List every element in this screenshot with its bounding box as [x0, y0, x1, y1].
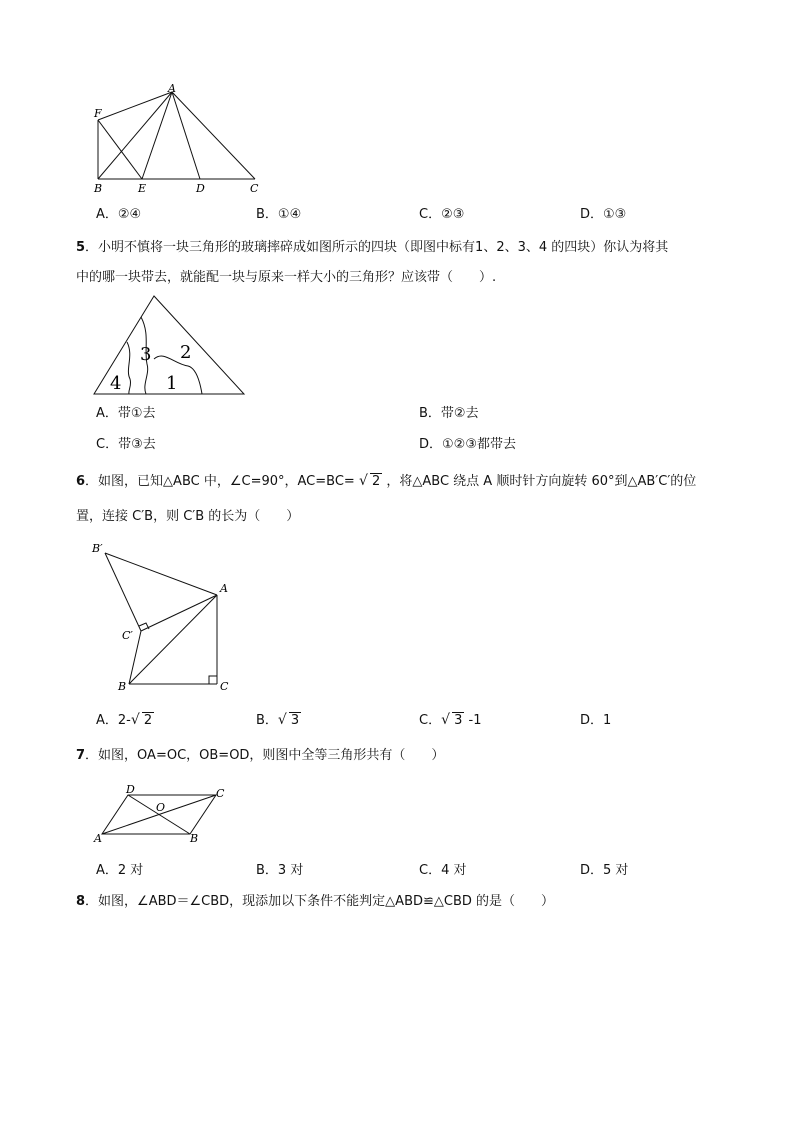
q6-label-c: C	[220, 680, 229, 693]
q7-label-c: C	[216, 787, 225, 800]
q5-option-d[interactable]: D．①②③都带去	[419, 437, 516, 452]
q7-number: 7	[76, 748, 86, 763]
q4-option-a[interactable]: A．②④	[96, 207, 142, 222]
q6-option-b[interactable]: B．√ 3	[256, 711, 301, 731]
q5-figure	[92, 294, 246, 398]
q7-option-c[interactable]: C．4 对	[419, 863, 467, 878]
q6-label-b-prime: B′	[92, 542, 103, 555]
q6-option-a-sqrt: √ 2	[131, 711, 154, 731]
q5-piece-3: 3	[140, 344, 152, 365]
q5-text-line1: ．小明不慎将一块三角形的玻璃摔碎成如图所示的四块（即图中标有1、2、3、4 的四块）你认为将其	[85, 240, 669, 255]
q6-sqrt-2: √ 2	[359, 472, 382, 492]
q5-piece-2: 2	[180, 342, 192, 363]
q7-figure	[90, 784, 240, 846]
q4-label-f: F	[94, 107, 102, 120]
q5-piece-4: 4	[110, 373, 122, 394]
q4-label-a: A	[168, 84, 176, 95]
q6-figure	[88, 538, 248, 698]
q5-number: 5	[76, 240, 86, 255]
q6-option-a[interactable]: A．2-√ 2	[96, 711, 154, 731]
q6-label-a: A	[220, 582, 228, 595]
q6-option-b-sqrt: √ 3	[278, 711, 301, 731]
q5-stem-line2: 中的哪一块带去，就能配一块与原来一样大小的三角形？应该带（ ）.	[76, 270, 497, 285]
q4-label-e: E	[138, 182, 147, 195]
q7-option-a[interactable]: A．2 对	[96, 863, 144, 878]
q7-text-line1: ．如图，OA=OC，OB=OD，则图中全等三角形共有（ ）	[85, 748, 445, 763]
q5-stem-line1	[76, 238, 668, 258]
q7-label-o: O	[156, 801, 166, 814]
q7-label-d: D	[126, 784, 135, 796]
q6-text-line1b: ，将△ABC 绕点 A 顺时针方向旋转 60°到△AB′C′的位	[386, 474, 697, 489]
q5-option-b[interactable]: B．带②去	[419, 406, 479, 421]
q6-text-line1a: ．如图，已知△ABC 中，∠C=90°，AC=BC=	[85, 474, 355, 489]
q4-figure	[90, 84, 270, 196]
q4-label-c: C	[250, 182, 259, 195]
q4-option-b[interactable]: B．①④	[256, 207, 302, 222]
q7-label-b: B	[190, 832, 199, 845]
q4-label-d: D	[196, 182, 205, 195]
q7-option-d[interactable]: D．5 对	[580, 863, 629, 878]
q6-option-d[interactable]: D．1	[580, 713, 612, 728]
q6-label-c-prime: C′	[122, 629, 133, 642]
q8-text-line1: ．如图，∠ABD＝∠CBD，现添加以下条件不能判定△ABD≌△CBD 的是（ ）	[85, 894, 555, 909]
q7-label-a: A	[94, 832, 102, 845]
q6-option-c-sqrt: √ 3	[441, 711, 464, 731]
q8-stem-line1	[76, 892, 554, 912]
q6-stem-line1	[76, 472, 696, 492]
q6-option-c[interactable]: C．√ 3 -1	[419, 711, 481, 731]
q6-label-b: B	[118, 680, 127, 693]
q4-option-c[interactable]: C．②③	[419, 207, 465, 222]
q8-number: 8	[76, 894, 86, 909]
q5-option-c[interactable]: C．带③去	[96, 437, 156, 452]
q5-piece-1: 1	[166, 373, 178, 394]
q5-option-a[interactable]: A．带①去	[96, 406, 156, 421]
q6-stem-line2: 置，连接 C′B，则 C′B 的长为（ ）	[76, 509, 300, 524]
q4-label-b: B	[94, 182, 103, 195]
q4-option-d[interactable]: D．①③	[580, 207, 627, 222]
q6-number: 6	[76, 474, 86, 489]
q7-option-b[interactable]: B．3 对	[256, 863, 304, 878]
q7-stem-line1	[76, 746, 444, 766]
